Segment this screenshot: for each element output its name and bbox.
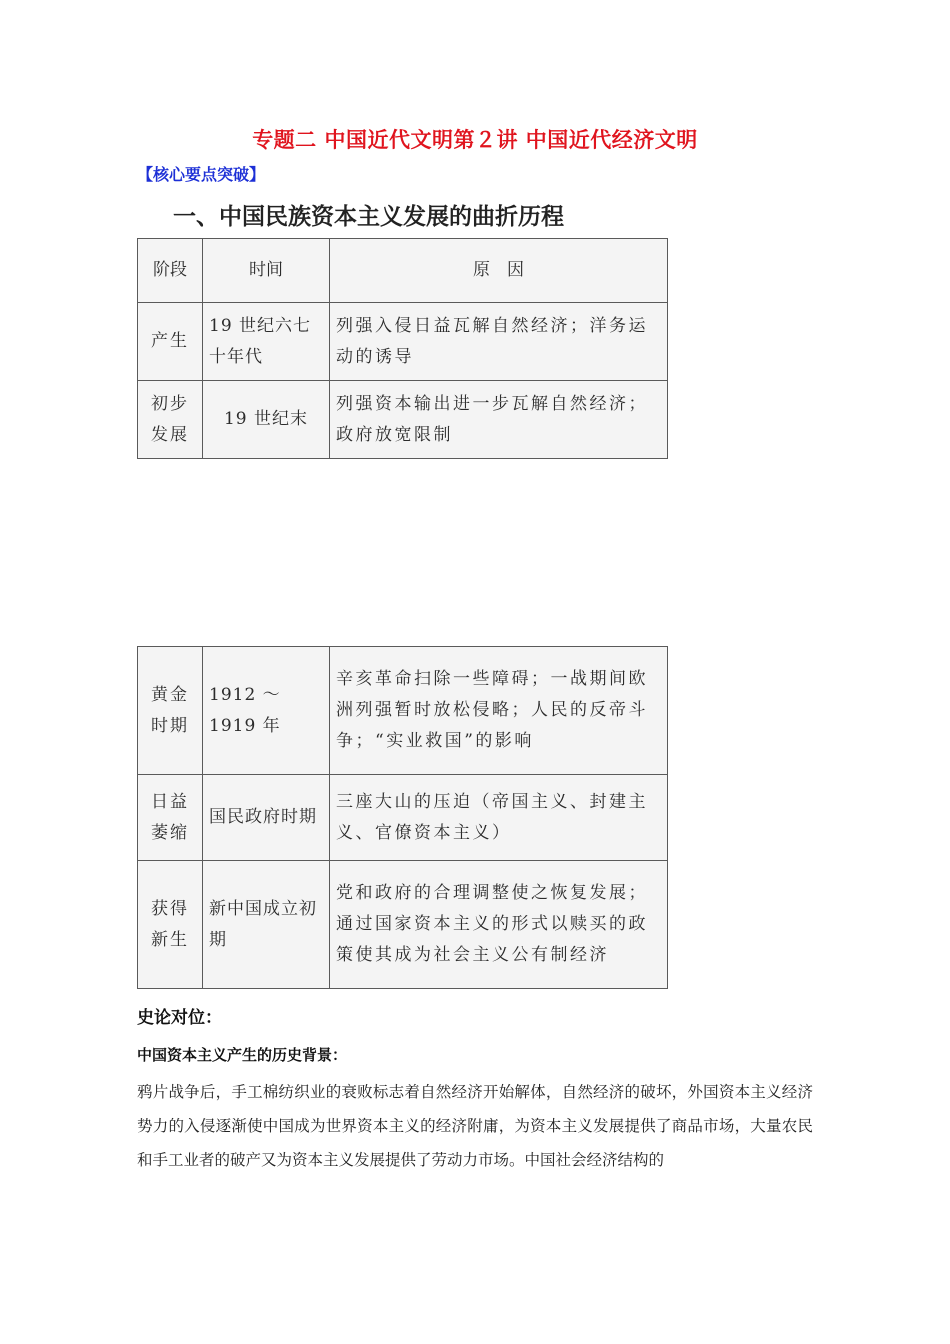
row-stage: 获得新生 [138, 861, 203, 989]
table-heading: 一、中国民族资本主义发展的曲折历程 [137, 196, 667, 238]
row-stage: 产生 [138, 303, 203, 381]
table-row [138, 861, 668, 989]
table-header-row [138, 239, 668, 303]
row-reason: 列强资本输出进一步瓦解自然经济；政府放宽限制 [330, 381, 668, 459]
page-title: 专题二 中国近代文明第２讲 中国近代经济文明 [252, 128, 698, 152]
header-stage: 阶段 [138, 239, 203, 303]
subheading-background: 中国资本主义产生的历史背景： [137, 1046, 348, 1064]
row-stage: 初步发展 [138, 381, 203, 459]
table-row [138, 303, 668, 381]
header-reason: 原 因 [330, 239, 668, 303]
table-row [138, 775, 668, 861]
row-reason: 党和政府的合理调整使之恢复发展；通过国家资本主义的形式以赎买的政策使其成为社会主义公有制经济 [330, 861, 668, 989]
history-table-continued [137, 646, 668, 989]
header-time: 时间 [203, 239, 330, 303]
table-row [138, 647, 668, 775]
row-reason: 辛亥革命扫除一些障碍；一战期间欧洲列强暂时放松侵略；人民的反帝斗争；“实业救国”的影响 [330, 647, 668, 775]
subheading-historical-position: 史论对位： [137, 1008, 222, 1028]
row-stage: 黄金时期 [138, 647, 203, 775]
table-development-part2 [137, 646, 667, 989]
table-development-part1 [137, 196, 667, 459]
row-reason: 三座大山的压迫（帝国主义、封建主义、官僚资本主义） [330, 775, 668, 861]
row-time: 新中国成立初期 [203, 861, 330, 989]
section-tag: 【核心要点突破】 [137, 165, 266, 184]
row-stage: 日益萎缩 [138, 775, 203, 861]
table-row [138, 381, 668, 459]
row-time: 19 世纪末 [203, 381, 330, 459]
row-reason: 列强入侵日益瓦解自然经济；洋务运动的诱导 [330, 303, 668, 381]
row-time: 1912 ～ 1919 年 [203, 647, 330, 775]
history-table [137, 238, 668, 459]
body-paragraph: 鸦片战争后，手工棉纺织业的衰败标志着自然经济开始解体，自然经济的破坏，外国资本主义经济势力的入侵逐渐使中国成为世界资本主义的经济附庸，为资本主义发展提供了商品市场，大量农民和手工业者的破产又为资本主义发展提供了劳动力市场。中国社会经济结构的 [137, 1083, 813, 1169]
row-time: 国民政府时期 [203, 775, 330, 861]
row-time: 19 世纪六七十年代 [203, 303, 330, 381]
